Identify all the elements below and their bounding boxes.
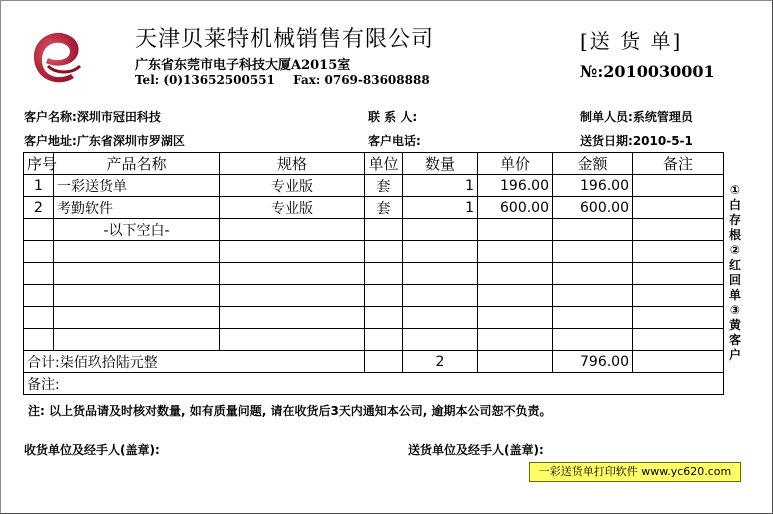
items-table bbox=[23, 152, 724, 395]
table-cell bbox=[403, 307, 478, 329]
contact-label: 联 系 人: bbox=[368, 110, 418, 124]
table-cell bbox=[220, 241, 365, 263]
total-remark-cell bbox=[633, 351, 724, 373]
table-cell: 1 bbox=[24, 175, 54, 197]
table-cell bbox=[633, 329, 724, 351]
table-cell bbox=[24, 285, 54, 307]
table-cell bbox=[54, 241, 220, 263]
table-cell: -以下空白- bbox=[54, 219, 220, 241]
table-cell bbox=[553, 263, 633, 285]
total-unit-cell bbox=[365, 351, 403, 373]
table-row bbox=[24, 241, 724, 263]
table-cell: 专业版 bbox=[220, 175, 365, 197]
company-fax: Fax: 0769-83608888 bbox=[293, 73, 430, 87]
total-amount: 796.00 bbox=[553, 351, 633, 373]
document-number: №:2010030001 bbox=[580, 62, 715, 81]
col-header-spec: 规格 bbox=[220, 153, 365, 175]
table-cell bbox=[553, 329, 633, 351]
col-header-product: 产品名称 bbox=[54, 153, 220, 175]
table-cell: 196.00 bbox=[553, 175, 633, 197]
table-cell: 196.00 bbox=[478, 175, 553, 197]
remark-cell bbox=[24, 373, 724, 395]
receiver-signature: 收货单位及经手人(盖章): bbox=[24, 443, 160, 457]
table-cell bbox=[553, 219, 633, 241]
table-cell bbox=[478, 263, 553, 285]
table-cell bbox=[403, 285, 478, 307]
col-header-unit: 单位 bbox=[365, 153, 403, 175]
table-cell bbox=[553, 285, 633, 307]
delivery-date-value: 2010-5-1 bbox=[632, 134, 693, 148]
customer-address bbox=[24, 132, 185, 149]
copies-note: ①白存根②红回单③黄客户 bbox=[728, 183, 741, 362]
creator-value: 系统管理员 bbox=[632, 110, 693, 124]
customer-name-value: 深圳市冠田科技 bbox=[76, 110, 161, 124]
table-cell: 专业版 bbox=[220, 197, 365, 219]
company-contact bbox=[135, 73, 444, 87]
table-cell bbox=[633, 307, 724, 329]
table-cell bbox=[403, 263, 478, 285]
table-cell bbox=[478, 219, 553, 241]
customer-phone-label: 客户电话: bbox=[368, 134, 421, 148]
table-cell bbox=[220, 329, 365, 351]
table-cell bbox=[54, 285, 220, 307]
table-row bbox=[24, 219, 724, 241]
total-label: 合计:柒佰玖拾陆元整 bbox=[24, 351, 365, 373]
customer-name bbox=[24, 108, 161, 125]
table-cell bbox=[478, 329, 553, 351]
table-cell bbox=[633, 175, 724, 197]
table-cell: 1 bbox=[403, 175, 478, 197]
table-cell bbox=[478, 241, 553, 263]
table-cell bbox=[54, 329, 220, 351]
total-price-cell bbox=[478, 351, 553, 373]
table-cell: 1 bbox=[403, 197, 478, 219]
delivery-date bbox=[580, 132, 693, 149]
company-tel: Tel: (0)13652500551 bbox=[135, 73, 275, 87]
table-cell bbox=[220, 263, 365, 285]
table-cell: 2 bbox=[24, 197, 54, 219]
table-cell bbox=[365, 329, 403, 351]
table-cell bbox=[24, 329, 54, 351]
table-row bbox=[24, 263, 724, 285]
col-header-price: 单价 bbox=[478, 153, 553, 175]
table-cell: 600.00 bbox=[478, 197, 553, 219]
customer-name-label: 客户名称: bbox=[24, 110, 77, 124]
table-header-row bbox=[24, 153, 724, 175]
table-cell bbox=[633, 197, 724, 219]
table-cell bbox=[24, 219, 54, 241]
table-cell bbox=[365, 219, 403, 241]
remark-label: 备注: bbox=[27, 376, 60, 393]
col-header-remark: 备注 bbox=[633, 153, 724, 175]
customer-address-label: 客户地址: bbox=[24, 134, 77, 148]
table-cell bbox=[403, 241, 478, 263]
document-title: [送 货 单] bbox=[580, 29, 683, 53]
table-cell: 600.00 bbox=[553, 197, 633, 219]
table-cell bbox=[403, 219, 478, 241]
sender-signature: 送货单位及经手人(盖章): bbox=[408, 443, 544, 457]
table-cell bbox=[365, 285, 403, 307]
table-cell: 一彩送货单 bbox=[54, 175, 220, 197]
remark-row bbox=[24, 373, 724, 395]
total-quantity: 2 bbox=[403, 351, 478, 373]
table-body bbox=[24, 175, 724, 351]
table-cell bbox=[24, 263, 54, 285]
table-cell bbox=[365, 307, 403, 329]
creator bbox=[580, 108, 693, 125]
table-row bbox=[24, 307, 724, 329]
table-cell bbox=[220, 219, 365, 241]
company-name: 天津贝莱特机械销售有限公司 bbox=[135, 27, 435, 52]
col-header-quantity: 数量 bbox=[403, 153, 478, 175]
disclaimer-note: 注: 以上货品请及时核对数量, 如有质量问题, 请在收货后3天内通知本公司, 逾期本公司恕不负责。 bbox=[28, 404, 552, 418]
table-cell bbox=[553, 241, 633, 263]
company-logo-icon bbox=[28, 28, 86, 88]
creator-label: 制单人员: bbox=[580, 110, 633, 124]
table-cell bbox=[365, 241, 403, 263]
table-row bbox=[24, 175, 724, 197]
table-cell bbox=[54, 263, 220, 285]
delivery-date-label: 送货日期: bbox=[580, 134, 633, 148]
company-address: 广东省东莞市电子科技大厦A2015室 bbox=[135, 58, 351, 73]
table-row bbox=[24, 285, 724, 307]
table-cell bbox=[24, 241, 54, 263]
table-cell bbox=[220, 307, 365, 329]
table-cell bbox=[553, 307, 633, 329]
total-row bbox=[24, 351, 724, 373]
table-cell bbox=[633, 285, 724, 307]
table-cell bbox=[24, 307, 54, 329]
table-cell bbox=[220, 285, 365, 307]
col-header-amount: 金额 bbox=[553, 153, 633, 175]
customer-address-value: 广东省深圳市罗湖区 bbox=[76, 134, 185, 148]
table-cell bbox=[633, 263, 724, 285]
table-cell bbox=[54, 307, 220, 329]
table-cell: 考勤软件 bbox=[54, 197, 220, 219]
table-row bbox=[24, 329, 724, 351]
table-cell bbox=[365, 263, 403, 285]
table-cell bbox=[478, 307, 553, 329]
table-cell bbox=[403, 329, 478, 351]
software-ad-link[interactable]: 一彩送货单打印软件 www.yc620.com bbox=[529, 462, 741, 482]
table-cell: 套 bbox=[365, 197, 403, 219]
customer-phone bbox=[368, 132, 421, 149]
table-cell bbox=[633, 241, 724, 263]
table-cell bbox=[633, 219, 724, 241]
table-cell bbox=[478, 285, 553, 307]
contact-person bbox=[368, 108, 417, 125]
col-header-index: 序号 bbox=[24, 153, 54, 175]
table-cell: 套 bbox=[365, 175, 403, 197]
table-row bbox=[24, 197, 724, 219]
